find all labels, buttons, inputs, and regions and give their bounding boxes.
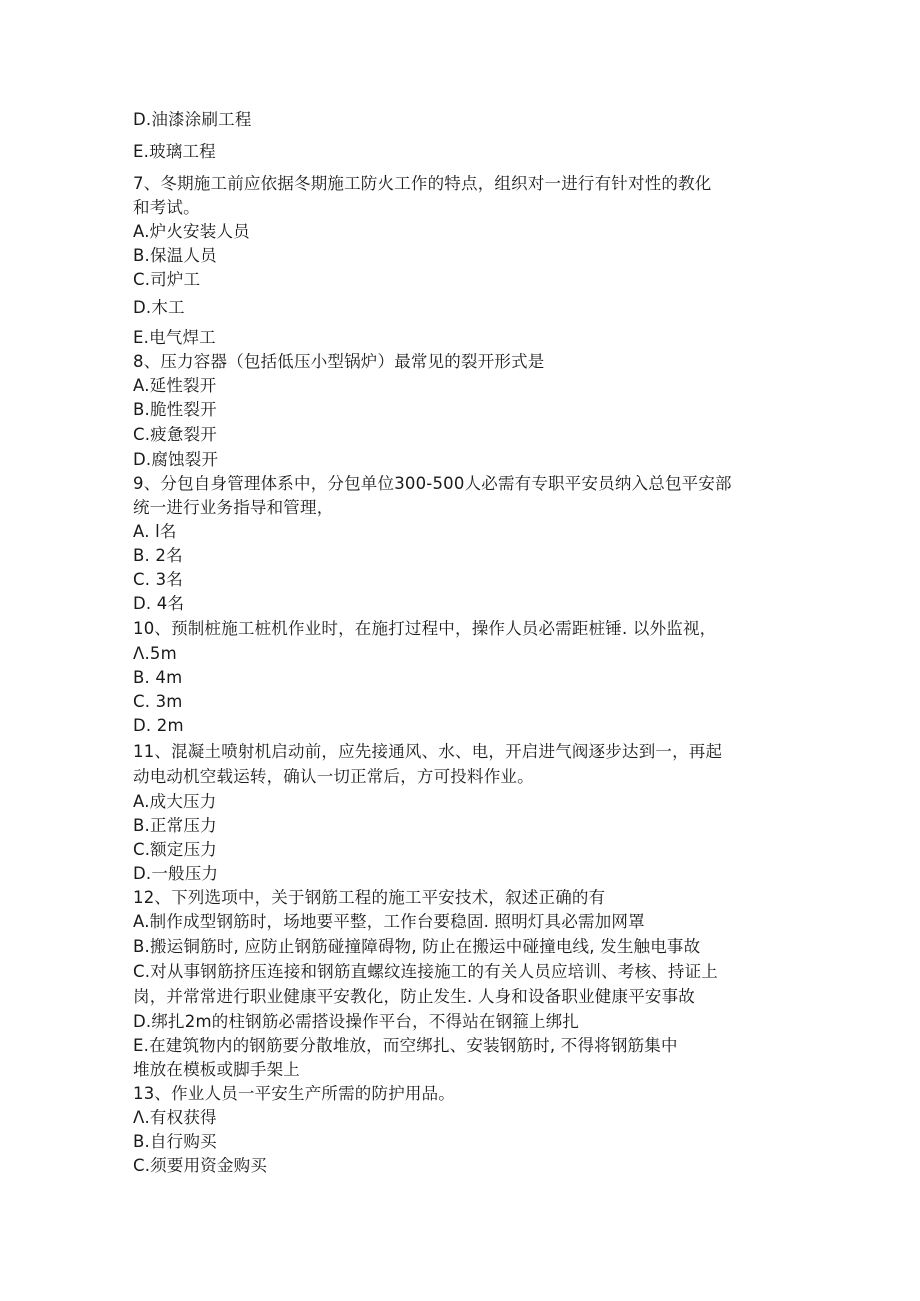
option-line: Λ.有权获得 bbox=[133, 1108, 217, 1127]
option-line: A.延性裂开 bbox=[133, 376, 217, 395]
question-13: 13、作业人员一平安生产所需的防护用品。 bbox=[133, 1084, 455, 1103]
option-line: D.腐蚀裂开 bbox=[133, 450, 219, 469]
option-line: A.制作成型钢筋时，场地要平整，工作台要稳固. 照明灯具必需加网罩 bbox=[133, 912, 645, 931]
option-line: Λ.5m bbox=[133, 644, 177, 663]
option-line: A.炉火安装人员 bbox=[133, 222, 250, 241]
text-line: 动电动机空载运转，确认一切正常后，方可投料作业。 bbox=[133, 767, 534, 786]
question-8: 8、压力容器（包括低压小型锅炉）最常见的裂开形式是 bbox=[133, 352, 545, 371]
option-line: C.额定压力 bbox=[133, 840, 217, 859]
text-line: 堆放在模板或脚手架上 bbox=[133, 1060, 300, 1079]
option-line: C.疲惫裂开 bbox=[133, 425, 217, 444]
option-line: E.电气焊工 bbox=[133, 328, 216, 347]
question-11: 11、混凝土喷射机启动前，应先接通风、水、电，开启进气阀逐步达到一，再起 bbox=[133, 742, 723, 761]
question-12: 12、下列选项中，关于钢筋工程的施工平安技术，叙述正确的有 bbox=[133, 888, 606, 907]
option-line: A. l名 bbox=[133, 522, 177, 541]
option-line: D.一般压力 bbox=[133, 864, 219, 883]
question-9: 9、分包自身管理体系中，分包单位300-500人必需有专职平安员纳入总包平安部 bbox=[133, 474, 732, 493]
option-line: C.司炉工 bbox=[133, 270, 201, 289]
option-line: B. 2名 bbox=[133, 546, 183, 565]
option-line: D. 4名 bbox=[133, 594, 185, 613]
text-line: 统一进行业务指导和管理， bbox=[133, 498, 334, 517]
option-line: B.搬运铜筋时, 应防止钢筋碰撞障碍物, 防止在搬运中碰撞电线, 发生触电事故 bbox=[133, 937, 701, 956]
option-line: B.保温人员 bbox=[133, 246, 217, 265]
option-line: B.正常压力 bbox=[133, 816, 217, 835]
question-10: 10、预制桩施工桩机作业时，在施打过程中，操作人员必需距桩锤. 以外监视， bbox=[133, 619, 717, 638]
option-line: A.成大压力 bbox=[133, 792, 217, 811]
question-7: 7、冬期施工前应依据冬期施工防火工作的特点，组织对一进行有针对性的教化 bbox=[133, 174, 712, 193]
text-line: D.油漆涂刷工程 bbox=[133, 110, 252, 129]
option-line: C. 3名 bbox=[133, 570, 184, 589]
text-line: E.玻璃工程 bbox=[133, 142, 216, 161]
option-line: B. 4m bbox=[133, 668, 183, 687]
text-line: 岗，并常常进行职业健康平安教化，防止发生. 人身和设备职业健康平安事故 bbox=[133, 987, 695, 1006]
option-line: D.绑扎2m的柱钢筋必需搭设操作平台，不得站在钢箍上绑扎 bbox=[133, 1012, 580, 1031]
option-line: B.自行购买 bbox=[133, 1132, 217, 1151]
option-line: D.木工 bbox=[133, 298, 185, 317]
option-line: B.脆性裂开 bbox=[133, 400, 217, 419]
option-line: D. 2m bbox=[133, 716, 184, 735]
option-line: C.对从事钢筋挤压连接和钢筋直螺纹连接施工的有关人员应培训、考核、持证上 bbox=[133, 962, 718, 981]
option-line: C.须要用资金购买 bbox=[133, 1156, 268, 1175]
text-line: 和考试。 bbox=[133, 198, 200, 217]
option-line: C. 3m bbox=[133, 692, 183, 711]
option-line: E.在建筑物内的钢筋要分散堆放，而空绑扎、安装钢筋时, 不得将钢筋集中 bbox=[133, 1036, 678, 1055]
